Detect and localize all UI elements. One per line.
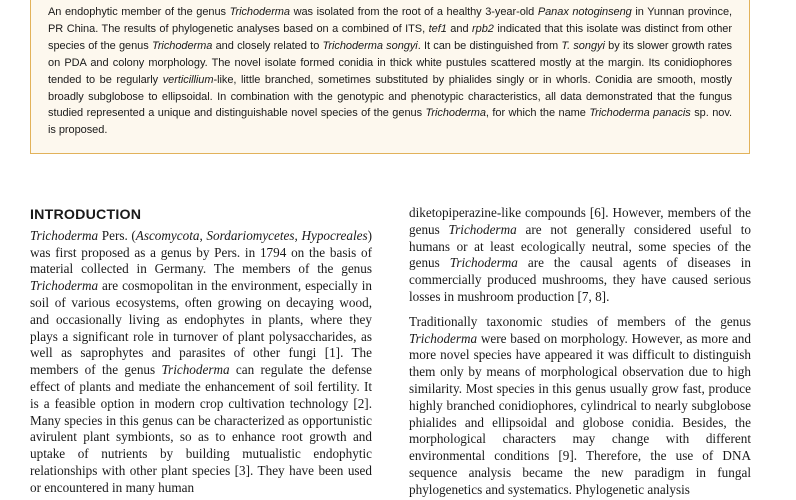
right-column — [409, 205, 751, 499]
intro-paragraph-1: Trichoderma Pers. (Ascomycota, Sordariomycetes, Hypocreales) was first proposed as a genus by Pers. in 1794 on the basis of material collected in Germany. The members of the genus Trichoderma are cosmopolitan in the environment, especially in soil of various ecosystems, often growing on decaying wood, and occasionally living as endophytes in plants, where they plays a significant role in turnover of plant polysaccharides, as well as saprophytes and parasites of other fungi [1]. The members of the genus Trichoderma can regulate the defense effect of plants and mediate the enhancement of soil fertility. It is a feasible option in modern crop cultivation technology [2]. Many species in this genus can be characterized as opportunistic avirulent plant symbionts, so as to enhance root growth and uptake of nutrients by building mutualistic endophytic relationships with other plant species [3]. They have been used or encountered in many human — [30, 227, 372, 495]
intro-paragraph-2: diketopiperazine-like compounds [6]. However, members of the genus Trichoderma are not generally considered useful to humans or at least ecologically neutral, some species of the genus Trichoderma are the causal agents of diseases in commercially produced mushrooms, they have caused serious losses in mushroom production [7, 8]. — [409, 205, 751, 304]
abstract-text: An endophytic member of the genus Trichoderma was isolated from the root of a healthy 3-year-old Panax notoginseng in Yunnan province, PR China. The results of phylogenetic analyses based on a combined of ITS, tef1 and rpb2 indicated that this isolate was distinct from other species of the genus Trichoderma and closely related to Trichoderma songyi. It can be distinguished from T. songyi by its slower growth rates on PDA and colony morphology. The novel isolate formed conidia in thick white pustules scattered mostly at the margin. Its conidiophores tended to be regularly verticillium-like, little branched, sometimes substituted by phialides singly or in whorls. Conidia are smooth, mostly broadly subglobose to ellipsoidal. In combination with the genotypic and phenotypic characteristics, all data demonstrated that the fungus studied represented a unique and distinguishable novel species of the genus Trichoderma, for which the name Trichoderma panacis sp. nov. is proposed. — [48, 6, 733, 137]
left-column — [30, 205, 372, 497]
abstract-box — [30, 0, 750, 154]
intro-paragraph-3: Traditionally taxonomic studies of members of the genus Trichoderma were based on morphology. However, as more and more novel species have appeared it was difficult to distinguish them only by means of morphological observation due to high similarity. Most species in this genus usually grow fast, produce highly branched conidiophores, cylindrical to nearly subglobose phialides and ellipsoidal and globose conidia. Besides, the morphological characters may change with different environmental conditions [9]. Therefore, the use of DNA sequence analysis became the new paradigm in fungal phylogenetics and systematics. Phylogenetic analysis — [409, 313, 751, 497]
introduction-heading: INTRODUCTION — [30, 207, 142, 223]
